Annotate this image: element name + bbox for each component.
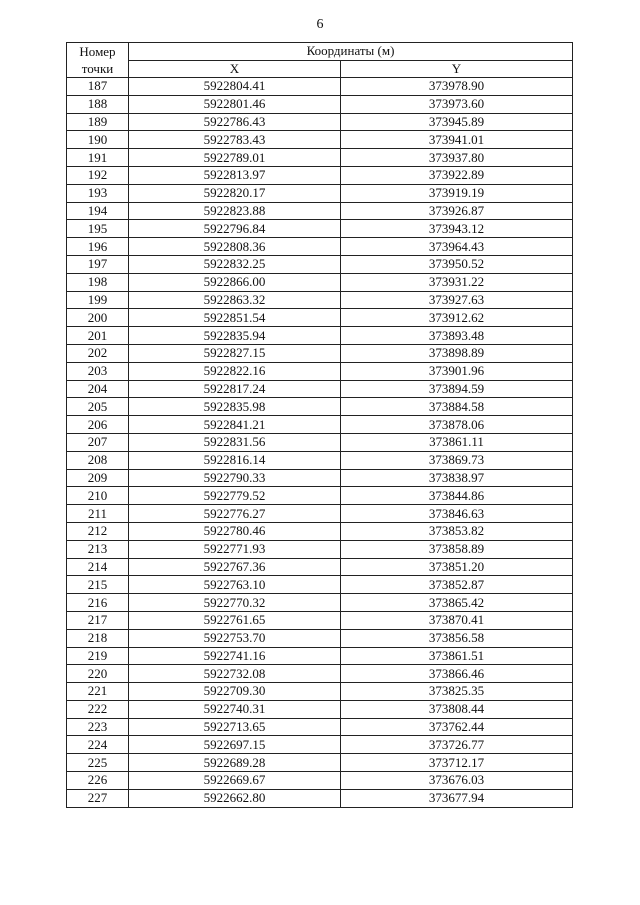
table-row — [67, 611, 573, 629]
y-coordinate-cell: 373825.35 — [341, 683, 573, 701]
table-row — [67, 416, 573, 434]
table-row — [67, 683, 573, 701]
point-number-cell: 205 — [67, 398, 129, 416]
table-row — [67, 149, 573, 167]
point-number-cell: 204 — [67, 380, 129, 398]
y-coordinate-cell: 373978.90 — [341, 78, 573, 96]
point-number-cell: 222 — [67, 700, 129, 718]
x-coordinate-cell: 5922841.21 — [129, 416, 341, 434]
point-number-cell: 199 — [67, 291, 129, 309]
table-row — [67, 202, 573, 220]
table-row — [67, 184, 573, 202]
y-coordinate-cell: 373676.03 — [341, 772, 573, 790]
y-coordinate-cell: 373912.62 — [341, 309, 573, 327]
y-coordinate-cell: 373861.51 — [341, 647, 573, 665]
y-coordinate-cell: 373851.20 — [341, 558, 573, 576]
x-coordinate-cell: 5922835.94 — [129, 327, 341, 345]
x-coordinate-cell: 5922669.67 — [129, 772, 341, 790]
page-number: 6 — [316, 17, 324, 32]
table-row — [67, 754, 573, 772]
table-row — [67, 131, 573, 149]
point-number-cell: 219 — [67, 647, 129, 665]
table-row — [67, 238, 573, 256]
x-coordinate-cell: 5922761.65 — [129, 611, 341, 629]
y-coordinate-cell: 373931.22 — [341, 273, 573, 291]
x-coordinate-cell: 5922823.88 — [129, 202, 341, 220]
y-coordinate-cell: 373884.58 — [341, 398, 573, 416]
x-coordinate-cell: 5922689.28 — [129, 754, 341, 772]
x-coordinate-cell: 5922771.93 — [129, 540, 341, 558]
x-coordinate-cell: 5922835.98 — [129, 398, 341, 416]
y-coordinate-cell: 373869.73 — [341, 451, 573, 469]
x-coordinate-cell: 5922709.30 — [129, 683, 341, 701]
x-coordinate-cell: 5922796.84 — [129, 220, 341, 238]
table-row — [67, 576, 573, 594]
table-row — [67, 522, 573, 540]
y-coordinate-cell: 373726.77 — [341, 736, 573, 754]
table-row — [67, 629, 573, 647]
x-coordinate-cell: 5922713.65 — [129, 718, 341, 736]
table-row — [67, 344, 573, 362]
y-coordinate-cell: 373945.89 — [341, 113, 573, 131]
y-coordinate-cell: 373852.87 — [341, 576, 573, 594]
x-coordinate-cell: 5922851.54 — [129, 309, 341, 327]
x-coordinate-cell: 5922816.14 — [129, 451, 341, 469]
point-number-cell: 193 — [67, 184, 129, 202]
y-coordinate-cell: 373922.89 — [341, 166, 573, 184]
table-row — [67, 291, 573, 309]
y-coordinate-cell: 373943.12 — [341, 220, 573, 238]
table-row — [67, 700, 573, 718]
y-coordinate-cell: 373808.44 — [341, 700, 573, 718]
point-number-cell: 227 — [67, 789, 129, 807]
x-coordinate-cell: 5922763.10 — [129, 576, 341, 594]
x-coordinate-cell: 5922697.15 — [129, 736, 341, 754]
table-row — [67, 273, 573, 291]
table-row — [67, 309, 573, 327]
x-coordinate-cell: 5922783.43 — [129, 131, 341, 149]
point-number-cell: 224 — [67, 736, 129, 754]
y-coordinate-cell: 373919.19 — [341, 184, 573, 202]
table-row — [67, 433, 573, 451]
y-coordinate-cell: 373878.06 — [341, 416, 573, 434]
x-coordinate-cell: 5922767.36 — [129, 558, 341, 576]
y-coordinate-cell: 373901.96 — [341, 362, 573, 380]
y-coordinate-cell: 373964.43 — [341, 238, 573, 256]
x-coordinate-cell: 5922866.00 — [129, 273, 341, 291]
y-coordinate-cell: 373712.17 — [341, 754, 573, 772]
table-row — [67, 736, 573, 754]
x-coordinate-cell: 5922776.27 — [129, 505, 341, 523]
table-row — [67, 451, 573, 469]
y-coordinate-cell: 373898.89 — [341, 344, 573, 362]
point-number-cell: 195 — [67, 220, 129, 238]
point-number-cell: 210 — [67, 487, 129, 505]
table-row — [67, 95, 573, 113]
table-row — [67, 255, 573, 273]
point-number-header-line2: точки — [81, 61, 114, 76]
x-coordinate-cell: 5922831.56 — [129, 433, 341, 451]
point-number-cell: 217 — [67, 611, 129, 629]
point-number-cell: 191 — [67, 149, 129, 167]
point-number-cell: 202 — [67, 344, 129, 362]
table-row — [67, 487, 573, 505]
y-coordinate-cell: 373937.80 — [341, 149, 573, 167]
table-row — [67, 647, 573, 665]
table-row — [67, 220, 573, 238]
point-number-cell: 203 — [67, 362, 129, 380]
table-row — [67, 469, 573, 487]
table-row — [67, 166, 573, 184]
table-row — [67, 398, 573, 416]
y-coordinate-cell: 373844.86 — [341, 487, 573, 505]
point-number-cell: 194 — [67, 202, 129, 220]
y-coordinate-cell: 373870.41 — [341, 611, 573, 629]
point-number-cell: 221 — [67, 683, 129, 701]
point-number-cell: 189 — [67, 113, 129, 131]
y-column-header: Y — [341, 60, 573, 78]
y-coordinate-cell: 373846.63 — [341, 505, 573, 523]
x-coordinate-cell: 5922801.46 — [129, 95, 341, 113]
point-number-cell: 187 — [67, 78, 129, 96]
x-coordinate-cell: 5922740.31 — [129, 700, 341, 718]
x-coordinate-cell: 5922732.08 — [129, 665, 341, 683]
point-number-cell: 225 — [67, 754, 129, 772]
table-row — [67, 540, 573, 558]
x-column-header: X — [129, 60, 341, 78]
table-row — [67, 594, 573, 612]
y-coordinate-cell: 373861.11 — [341, 433, 573, 451]
point-number-cell: 200 — [67, 309, 129, 327]
x-coordinate-cell: 5922780.46 — [129, 522, 341, 540]
x-coordinate-cell: 5922741.16 — [129, 647, 341, 665]
x-coordinate-cell: 5922789.01 — [129, 149, 341, 167]
point-number-cell: 188 — [67, 95, 129, 113]
table-row — [67, 718, 573, 736]
y-coordinate-cell: 373926.87 — [341, 202, 573, 220]
table-row — [67, 505, 573, 523]
y-coordinate-cell: 373677.94 — [341, 789, 573, 807]
point-number-cell: 196 — [67, 238, 129, 256]
x-coordinate-cell: 5922817.24 — [129, 380, 341, 398]
x-coordinate-cell: 5922790.33 — [129, 469, 341, 487]
y-coordinate-cell: 373856.58 — [341, 629, 573, 647]
coordinates-group-header: Координаты (м) — [129, 43, 573, 61]
x-coordinate-cell: 5922779.52 — [129, 487, 341, 505]
y-coordinate-cell: 373858.89 — [341, 540, 573, 558]
table-row — [67, 665, 573, 683]
point-number-header — [67, 43, 129, 78]
point-number-cell: 192 — [67, 166, 129, 184]
point-number-cell: 212 — [67, 522, 129, 540]
point-number-cell: 211 — [67, 505, 129, 523]
point-number-cell: 223 — [67, 718, 129, 736]
x-coordinate-cell: 5922820.17 — [129, 184, 341, 202]
x-coordinate-cell: 5922822.16 — [129, 362, 341, 380]
y-coordinate-cell: 373894.59 — [341, 380, 573, 398]
point-number-cell: 226 — [67, 772, 129, 790]
x-coordinate-cell: 5922827.15 — [129, 344, 341, 362]
table-header — [67, 43, 573, 78]
point-number-header-line1: Номер — [79, 44, 116, 59]
table-row — [67, 113, 573, 131]
x-coordinate-cell: 5922813.97 — [129, 166, 341, 184]
point-number-cell: 208 — [67, 451, 129, 469]
table-row — [67, 78, 573, 96]
table-row — [67, 558, 573, 576]
table-row — [67, 327, 573, 345]
table-row — [67, 362, 573, 380]
x-coordinate-cell: 5922786.43 — [129, 113, 341, 131]
table-row — [67, 772, 573, 790]
x-coordinate-cell: 5922804.41 — [129, 78, 341, 96]
y-coordinate-cell: 373950.52 — [341, 255, 573, 273]
point-number-cell: 213 — [67, 540, 129, 558]
point-number-cell: 207 — [67, 433, 129, 451]
point-number-cell: 214 — [67, 558, 129, 576]
y-coordinate-cell: 373973.60 — [341, 95, 573, 113]
table-row — [67, 380, 573, 398]
point-number-cell: 201 — [67, 327, 129, 345]
point-number-cell: 209 — [67, 469, 129, 487]
point-number-cell: 206 — [67, 416, 129, 434]
y-coordinate-cell: 373853.82 — [341, 522, 573, 540]
point-number-cell: 220 — [67, 665, 129, 683]
x-coordinate-cell: 5922662.80 — [129, 789, 341, 807]
y-coordinate-cell: 373893.48 — [341, 327, 573, 345]
point-number-cell: 198 — [67, 273, 129, 291]
x-coordinate-cell: 5922808.36 — [129, 238, 341, 256]
point-number-cell: 216 — [67, 594, 129, 612]
x-coordinate-cell: 5922832.25 — [129, 255, 341, 273]
y-coordinate-cell: 373865.42 — [341, 594, 573, 612]
point-number-cell: 218 — [67, 629, 129, 647]
point-number-cell: 197 — [67, 255, 129, 273]
x-coordinate-cell: 5922863.32 — [129, 291, 341, 309]
y-coordinate-cell: 373927.63 — [341, 291, 573, 309]
point-number-cell: 215 — [67, 576, 129, 594]
coordinates-table — [66, 42, 573, 808]
y-coordinate-cell: 373941.01 — [341, 131, 573, 149]
y-coordinate-cell: 373762.44 — [341, 718, 573, 736]
x-coordinate-cell: 5922770.32 — [129, 594, 341, 612]
y-coordinate-cell: 373838.97 — [341, 469, 573, 487]
table-row — [67, 789, 573, 807]
table-body — [67, 78, 573, 808]
y-coordinate-cell: 373866.46 — [341, 665, 573, 683]
x-coordinate-cell: 5922753.70 — [129, 629, 341, 647]
point-number-cell: 190 — [67, 131, 129, 149]
